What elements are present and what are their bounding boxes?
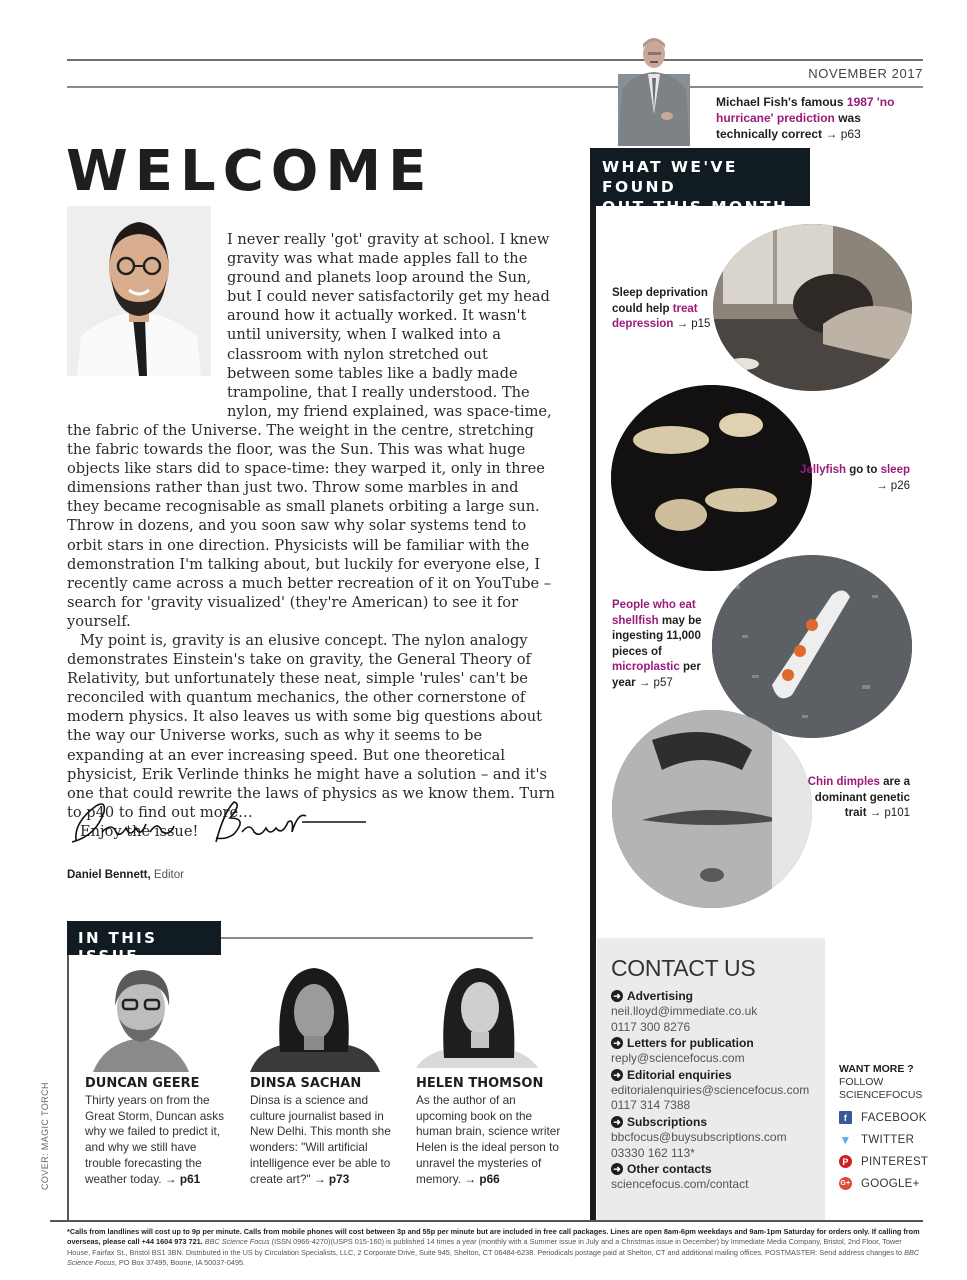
contact-subscriptions: ➜ Subscriptions bbcfocus@buysubscriptions.com 03330 162 113* xyxy=(611,1114,825,1161)
social-link-google-plus[interactable]: G+ GOOGLE+ xyxy=(840,1177,920,1190)
page-ref: → p61 xyxy=(164,1171,201,1186)
found-item-microplastic[interactable]: People who eat shellfish may be ingesting 11,000 pieces of microplastic per year → p57 xyxy=(612,599,702,689)
contributor-helen-thomson[interactable] xyxy=(416,962,566,1187)
page-ref: → p57 xyxy=(638,676,673,689)
arrow-circle-icon: ➜ xyxy=(611,990,623,1002)
page-ref: → p101 xyxy=(869,807,910,820)
page-ref: → p26 xyxy=(876,479,910,492)
contact-link[interactable]: sciencefocus.com/contact xyxy=(611,1177,749,1192)
page-ref: → p63 xyxy=(825,127,861,141)
page-ref: → p15 xyxy=(676,318,711,331)
michael-fish-teaser[interactable]: Michael Fish's famous 1987 'no hurricane' prediction was technically correct → p63 xyxy=(716,95,895,141)
contact-title: CONTACT US xyxy=(611,955,756,981)
contributor-desc: Thirty years on from the Great Storm, Duncan asks why we failed to predict it, and why we still have trouble forecasting the weather today. → p61 xyxy=(85,1093,224,1186)
contact-letters: ➜ Letters for publication reply@sciencefocus.com xyxy=(611,1035,825,1067)
arrow-circle-icon: ➜ xyxy=(611,1037,623,1049)
editor-signoff: Daniel Bennett, Editor xyxy=(67,869,184,881)
contact-email[interactable]: editorialenquiries@sciencefocus.com xyxy=(611,1082,810,1097)
page-ref: → p73 xyxy=(313,1171,350,1186)
arrow-circle-icon: ➜ xyxy=(611,1116,623,1128)
contact-phone[interactable]: 03330 162 113* xyxy=(611,1145,695,1160)
contact-phone[interactable]: 0117 300 8276 xyxy=(611,1019,691,1034)
contact-phone[interactable]: 0117 314 7388 xyxy=(611,1098,691,1113)
editorial-closing: Enjoy the issue! xyxy=(80,822,199,840)
twitter-icon: ▼ xyxy=(839,1132,852,1147)
contact-email[interactable]: neil.lloyd@immediate.co.uk xyxy=(611,1004,758,1018)
editorial-paragraph: I never really 'got' gravity at school. I knew gravity was what made apples fall to the ground and planets loop around the Sun, but I could never satisfactorily get my head around how it actually worked. It wasn't until university, when I walked into a classroom with nylon stretched out between some tables like a badly made trampoline, that I really understood. The nylon, my friend explained, was space-time, the fabric of the Universe. The weight in the centre, stretching the fabric towards the floor, was the Sun. This was what huge objects like stars did to space-time: they warped it, only in three dimensions rather than just two. Throw some marbles in and they became recognisable as small planets orbiting a large sun. Throw in dozens, and you soon saw why solar systems tend to orbit stars in one direction. Physicists will be familiar with the demonstration I'm talking about, but luckily for everyone else, I recently came across a much better recreation of it on YouTube – search for 'gravity visualized' (they're American) to see it for yourself. xyxy=(67,231,552,630)
in-this-issue-header: IN THIS ISSUE xyxy=(67,921,221,955)
sleep-deprivation-image xyxy=(713,224,912,391)
contact-advertising: ➜ Advertising neil.lloyd@immediate.co.uk 0117 300 8276 xyxy=(611,988,825,1035)
contributor-name: HELEN THOMSON xyxy=(416,1076,544,1091)
panel-divider xyxy=(590,148,596,1220)
page-ref: → p66 xyxy=(464,1171,500,1186)
contact-email[interactable]: reply@sciencefocus.com xyxy=(611,1051,745,1066)
issue-date: NOVEMBER 2017 xyxy=(808,66,923,81)
arrow-circle-icon: ➜ xyxy=(611,1163,623,1175)
header-rule xyxy=(67,59,923,61)
social-follow: WANT MORE ? FOLLOW SCIENCEFOCUS f FACEBOOK ▼ TWITTER P PINTEREST G+ GOOGLE+ xyxy=(839,1063,949,1190)
contributor-dinsa-sachan[interactable] xyxy=(250,962,400,1187)
contact-editorial: ➜ Editorial enquiries editorialenquiries@sciencefocus.com 0117 314 7388 xyxy=(611,1067,825,1114)
michael-fish-photo xyxy=(612,34,696,146)
google-plus-icon: G+ xyxy=(839,1177,852,1190)
editorial-letter xyxy=(67,230,555,841)
contributor-photo xyxy=(416,962,566,1072)
social-link-pinterest[interactable]: P PINTEREST xyxy=(839,1155,949,1168)
contributor-name: DINSA SACHAN xyxy=(250,1076,362,1091)
contributor-duncan-geere[interactable] xyxy=(85,962,235,1187)
contributor-desc: As the author of an upcoming book on the human brain, science writer Helen is the ideal person to unravel the mysteries of memory. → p66 xyxy=(416,1093,561,1186)
header-rule-lower xyxy=(67,86,923,88)
arrow-circle-icon: ➜ xyxy=(611,1069,623,1081)
page-title: WELCOME xyxy=(66,139,434,204)
microplastic-image xyxy=(712,555,912,738)
jellyfish-image xyxy=(611,385,812,571)
chin-dimple-image xyxy=(612,710,812,908)
found-item-jellyfish[interactable]: Jellyfish go to sleep → p26 xyxy=(800,464,910,492)
editor-signature xyxy=(66,792,376,852)
found-item-sleep[interactable]: Sleep deprivation could help treat depression → p15 xyxy=(612,287,711,331)
contributor-photo xyxy=(250,962,400,1072)
in-this-issue-rule xyxy=(221,937,533,939)
cover-credit: COVER: MAGIC TORCH xyxy=(40,1082,50,1190)
footer-rule xyxy=(50,1220,923,1222)
contributor-photo xyxy=(85,962,235,1072)
in-this-issue-border xyxy=(67,955,69,1220)
pinterest-icon: P xyxy=(839,1155,852,1168)
social-link-twitter[interactable]: ▼ TWITTER xyxy=(839,1132,915,1147)
contact-other: ➜ Other contacts sciencefocus.com/contact xyxy=(611,1161,825,1193)
photo-wrap-space xyxy=(67,230,227,420)
facebook-icon: f xyxy=(839,1111,852,1124)
found-item-chin-dimples[interactable]: Chin dimples are a dominant genetic trait → p101 xyxy=(807,776,910,820)
editorial-paragraph: My point is, gravity is an elusive concept. The nylon analogy demonstrates Einstein's take on gravity, the General Theory of Relativity, but unfortunately these neat, simple 'rules' can't be reconciled with quantum mechanics, the other cornerstone of modern physics. It also leaves us with some big questions about the way our Universe works, such as why it seems to be expanding at an ever increasing speed. But one theoretical physicist, Erik Verlinde thinks he might have a solution – and it's one that could rewrite the laws of physics as we know them. Turn to p40 to find out more… xyxy=(67,631,555,821)
contributor-name: DUNCAN GEERE xyxy=(85,1076,200,1091)
contact-us-box xyxy=(597,938,825,1220)
social-link-facebook[interactable]: f FACEBOOK xyxy=(839,1111,949,1124)
contributor-desc: Dinsa is a science and culture journalist based in New Delhi. This month she wonders: "Will artificial intelligence ever be able to create art?" → p73 xyxy=(250,1093,391,1186)
contact-email[interactable]: bbcfocus@buysubscriptions.com xyxy=(611,1129,787,1144)
legal-footnote: *Calls from landlines will cost up to 9p per minute. Calls from mobile phones will cost between 3p and 55p per minute but are included in free call packages. Lines are open 8am-6pm weekdays and 9am-1pm Saturday for orders only. If calling from overseas, please call +44 1604 973 721. BBC Science Focus (ISSN 0966-4270)(USPS 015-160) is published 14 times a year (monthly with a Summer issue in July and a Christmas issue in December) by Immediate Media Company, Bristol, 2nd Floor, Tower House, Fairfax St., Bristol BS1 3BN. Distributed in the US by Circulation Specialists, LLC, 2 Corporate Drive, Suite 945, Shelton, CT 06484-6238. Periodicals postage paid at Shelton, CT and additional mailing offices. POSTMASTER: Send address changes to BBC Science Focus, PO Box 37495, Boone, IA 50037-0495. xyxy=(67,1227,920,1267)
found-out-header: WHAT WE'VE FOUND OUT THIS MONTH xyxy=(590,148,810,206)
